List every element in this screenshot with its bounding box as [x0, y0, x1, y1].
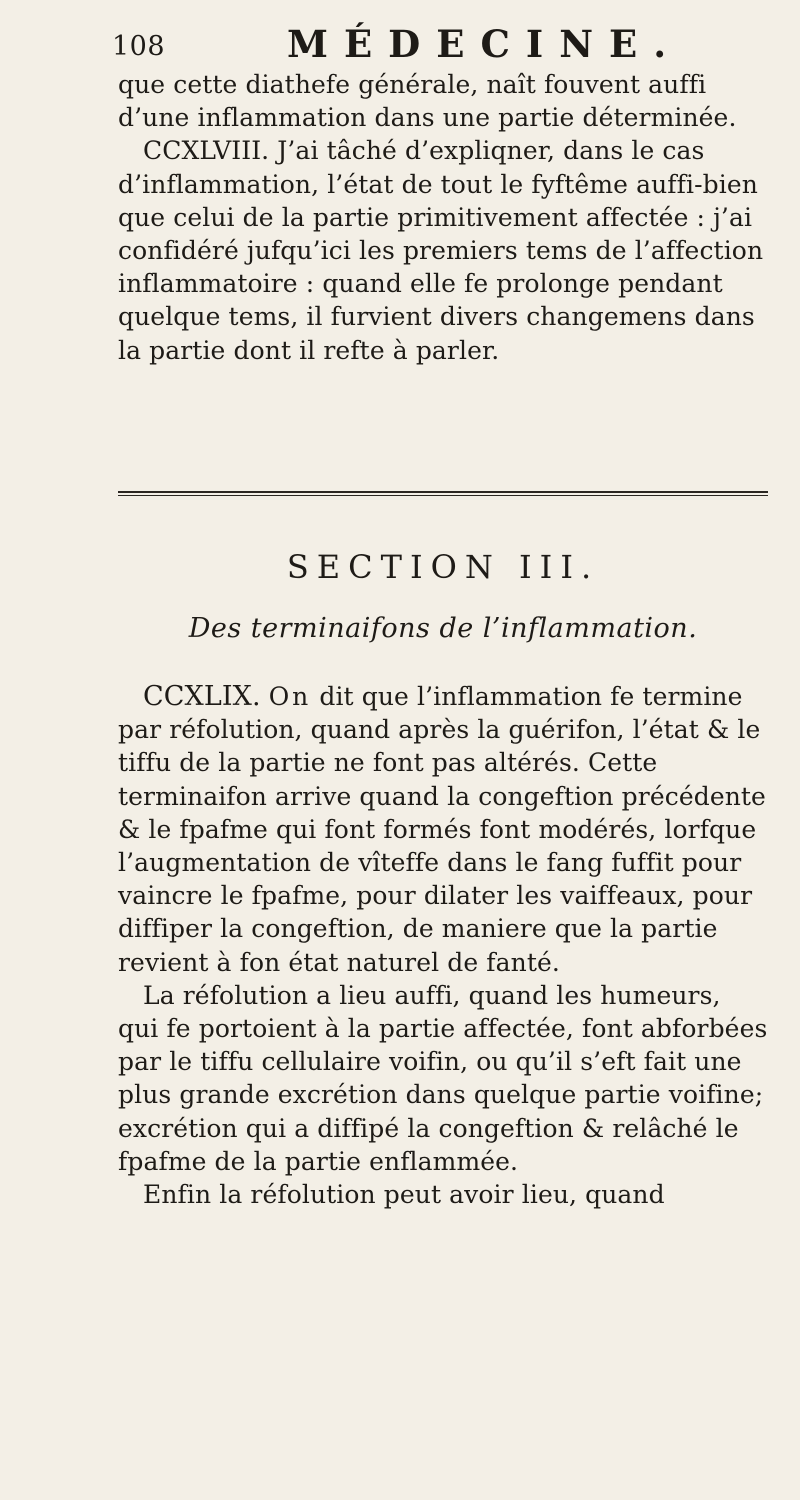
paragraph-249-lead: On — [268, 682, 312, 711]
body-text-bottom — [118, 680, 768, 1211]
page-number: 108 — [112, 31, 166, 62]
paragraph-248-text: J’ai tâché d’expliqner, dans le cas d’inflammation, l’état de tout le fyftême auffi-bien que celui de la partie primitivement affectée : j’ai confidéré jufqu’ici les premiers tems de l’affection inflammatoire : quand elle fe prolonge pendant quelque tems, il furvient divers changemens dans la partie dont il refte à parler. — [118, 136, 764, 365]
paragraph-249 — [118, 680, 768, 979]
paragraph-final — [118, 1178, 768, 1211]
body-text-top — [118, 68, 768, 367]
paragraph-resolution — [118, 979, 768, 1178]
paragraph-resolution-text: La réfolution a lieu auffi, quand les humeurs, qui fe portoient à la partie affectée, font abforbées par le tiffu cellulaire voifin, ou qu’il s’eft fait une plus grande excrétion dans quelque partie voifine; excrétion qui a diffipé la congeftion & relâché le fpafme de la partie enflammée. — [118, 980, 768, 1176]
paragraph-249-text: dit que l’inflammation fe termine par réfolution, quand après la guérifon, l’état & le tiffu de la partie ne font pas altérés. Cette terminaifon arrive quand la congeftion précédente & le fpafme qui font formés font modérés, lorfque l’augmentation de vîteffe dans le fang fuffit pour vaincre le fpafme, pour dilater les vaiffeaux, pour diffiper la congeftion, de maniere que la partie revient à fon état naturel de fanté. — [118, 682, 766, 977]
section-separator — [118, 491, 768, 498]
separator-line-top — [118, 491, 768, 493]
paragraph-248-label: CCXLVIII. — [143, 136, 270, 166]
section-title: Des terminaifons de l’inflammation. — [188, 613, 698, 644]
paragraph-249-label: CCXLIX. — [143, 681, 261, 712]
paragraph-248 — [118, 134, 768, 366]
page-header — [112, 22, 752, 70]
running-title: MÉDECINE. — [287, 22, 683, 66]
paragraph-final-text: Enfin la réfolution peut avoir lieu, quand — [143, 1180, 665, 1210]
section-heading: SECTION III. — [286, 548, 600, 586]
separator-line-bottom — [118, 495, 768, 496]
continuation-text: que cette diathefe générale, naît fouvent auffi d’une inflammation dans une partie déterminée. — [118, 70, 737, 133]
continuation-paragraph — [118, 68, 768, 134]
